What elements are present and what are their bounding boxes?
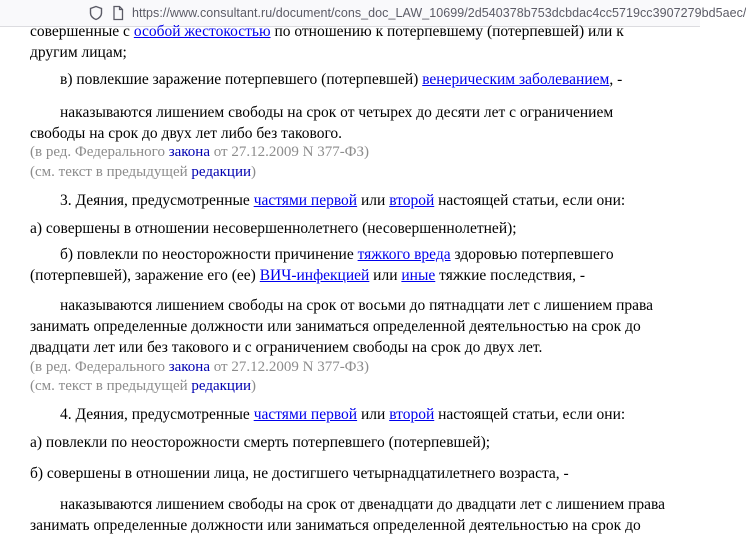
paragraph: наказываются лишением свободы на срок от двенадцати до двадцати лет с лишением права занимать определенные должности или заниматься определенной деятельностью на срок до	[30, 496, 666, 534]
url-text[interactable]: https://www.consultant.ru/document/cons_doc_LAW_10699/2d540378b753dcbdac4cc5719cc3907279bd5aec/	[132, 6, 746, 20]
paragraph: а) повлекли по неосторожности смерть потерпевшего (потерпевшей);	[30, 434, 491, 451]
link-other[interactable]: иные	[401, 267, 436, 284]
page-icon[interactable]	[110, 5, 126, 21]
paragraph: 3. Деяния, предусмотренные частями первой или второй настоящей статьи, если они:	[60, 192, 626, 209]
link-special-cruelty[interactable]: особой жестокостью	[133, 23, 271, 40]
paragraph: в) повлекшие заражение потерпевшего (потерпевшей) венерическим заболеванием, -	[60, 71, 623, 88]
paragraph: 4. Деяния, предусмотренные частями первой или второй настоящей статьи, если они:	[60, 406, 626, 423]
previous-edition-note: (см. текст в предыдущей редакции)	[30, 378, 257, 394]
document-body	[0, 23, 700, 534]
paragraph: б) повлекли по неосторожности причинение тяжкого вреда здоровью потерпевшего (потерпевшей), заражение его (ее) ВИЧ-инфекцией или иные тяжкие последствия, -	[30, 246, 614, 284]
paragraph: совершенные с особой жестокостью по отношению к потерпевшему (потерпевшей) или к другим лицам;	[30, 23, 624, 61]
link-venereal-disease[interactable]: венерическим заболеванием	[422, 71, 610, 88]
link-parts-first[interactable]: частями первой	[253, 406, 358, 423]
paragraph: наказываются лишением свободы на срок от четырех до десяти лет с ограничением свободы на срок до двух лет либо без такового.	[30, 104, 614, 142]
link-second[interactable]: второй	[389, 406, 435, 423]
link-previous-edition[interactable]: редакции	[191, 378, 252, 394]
link-hiv-infection[interactable]: ВИЧ-инфекцией	[259, 267, 370, 284]
edition-note: (в ред. Федерального закона от 27.12.2009 N 377-ФЗ)	[30, 359, 370, 375]
paragraph: а) совершены в отношении несовершеннолетнего (несовершеннолетней);	[30, 220, 517, 237]
previous-edition-note: (см. текст в предыдущей редакции)	[30, 164, 257, 180]
paragraph: наказываются лишением свободы на срок от восьми до пятнадцати лет с лишением права занимать определенные должности или заниматься определенной деятельностью на срок до двадцати лет или без такового и с ограничением свободы на срок до двух лет.	[30, 297, 654, 356]
link-grave-harm[interactable]: тяжкого вреда	[357, 246, 451, 263]
link-law[interactable]: закона	[168, 359, 210, 375]
shield-icon[interactable]	[88, 5, 104, 21]
link-parts-first[interactable]: частями первой	[253, 192, 358, 209]
link-second[interactable]: второй	[389, 192, 435, 209]
link-previous-edition[interactable]: редакции	[191, 164, 252, 180]
link-law[interactable]: закона	[168, 144, 210, 160]
edition-note: (в ред. Федерального закона от 27.12.2009 N 377-ФЗ)	[30, 144, 370, 160]
paragraph: б) совершены в отношении лица, не достигшего четырнадцатилетнего возраста, -	[30, 465, 569, 482]
